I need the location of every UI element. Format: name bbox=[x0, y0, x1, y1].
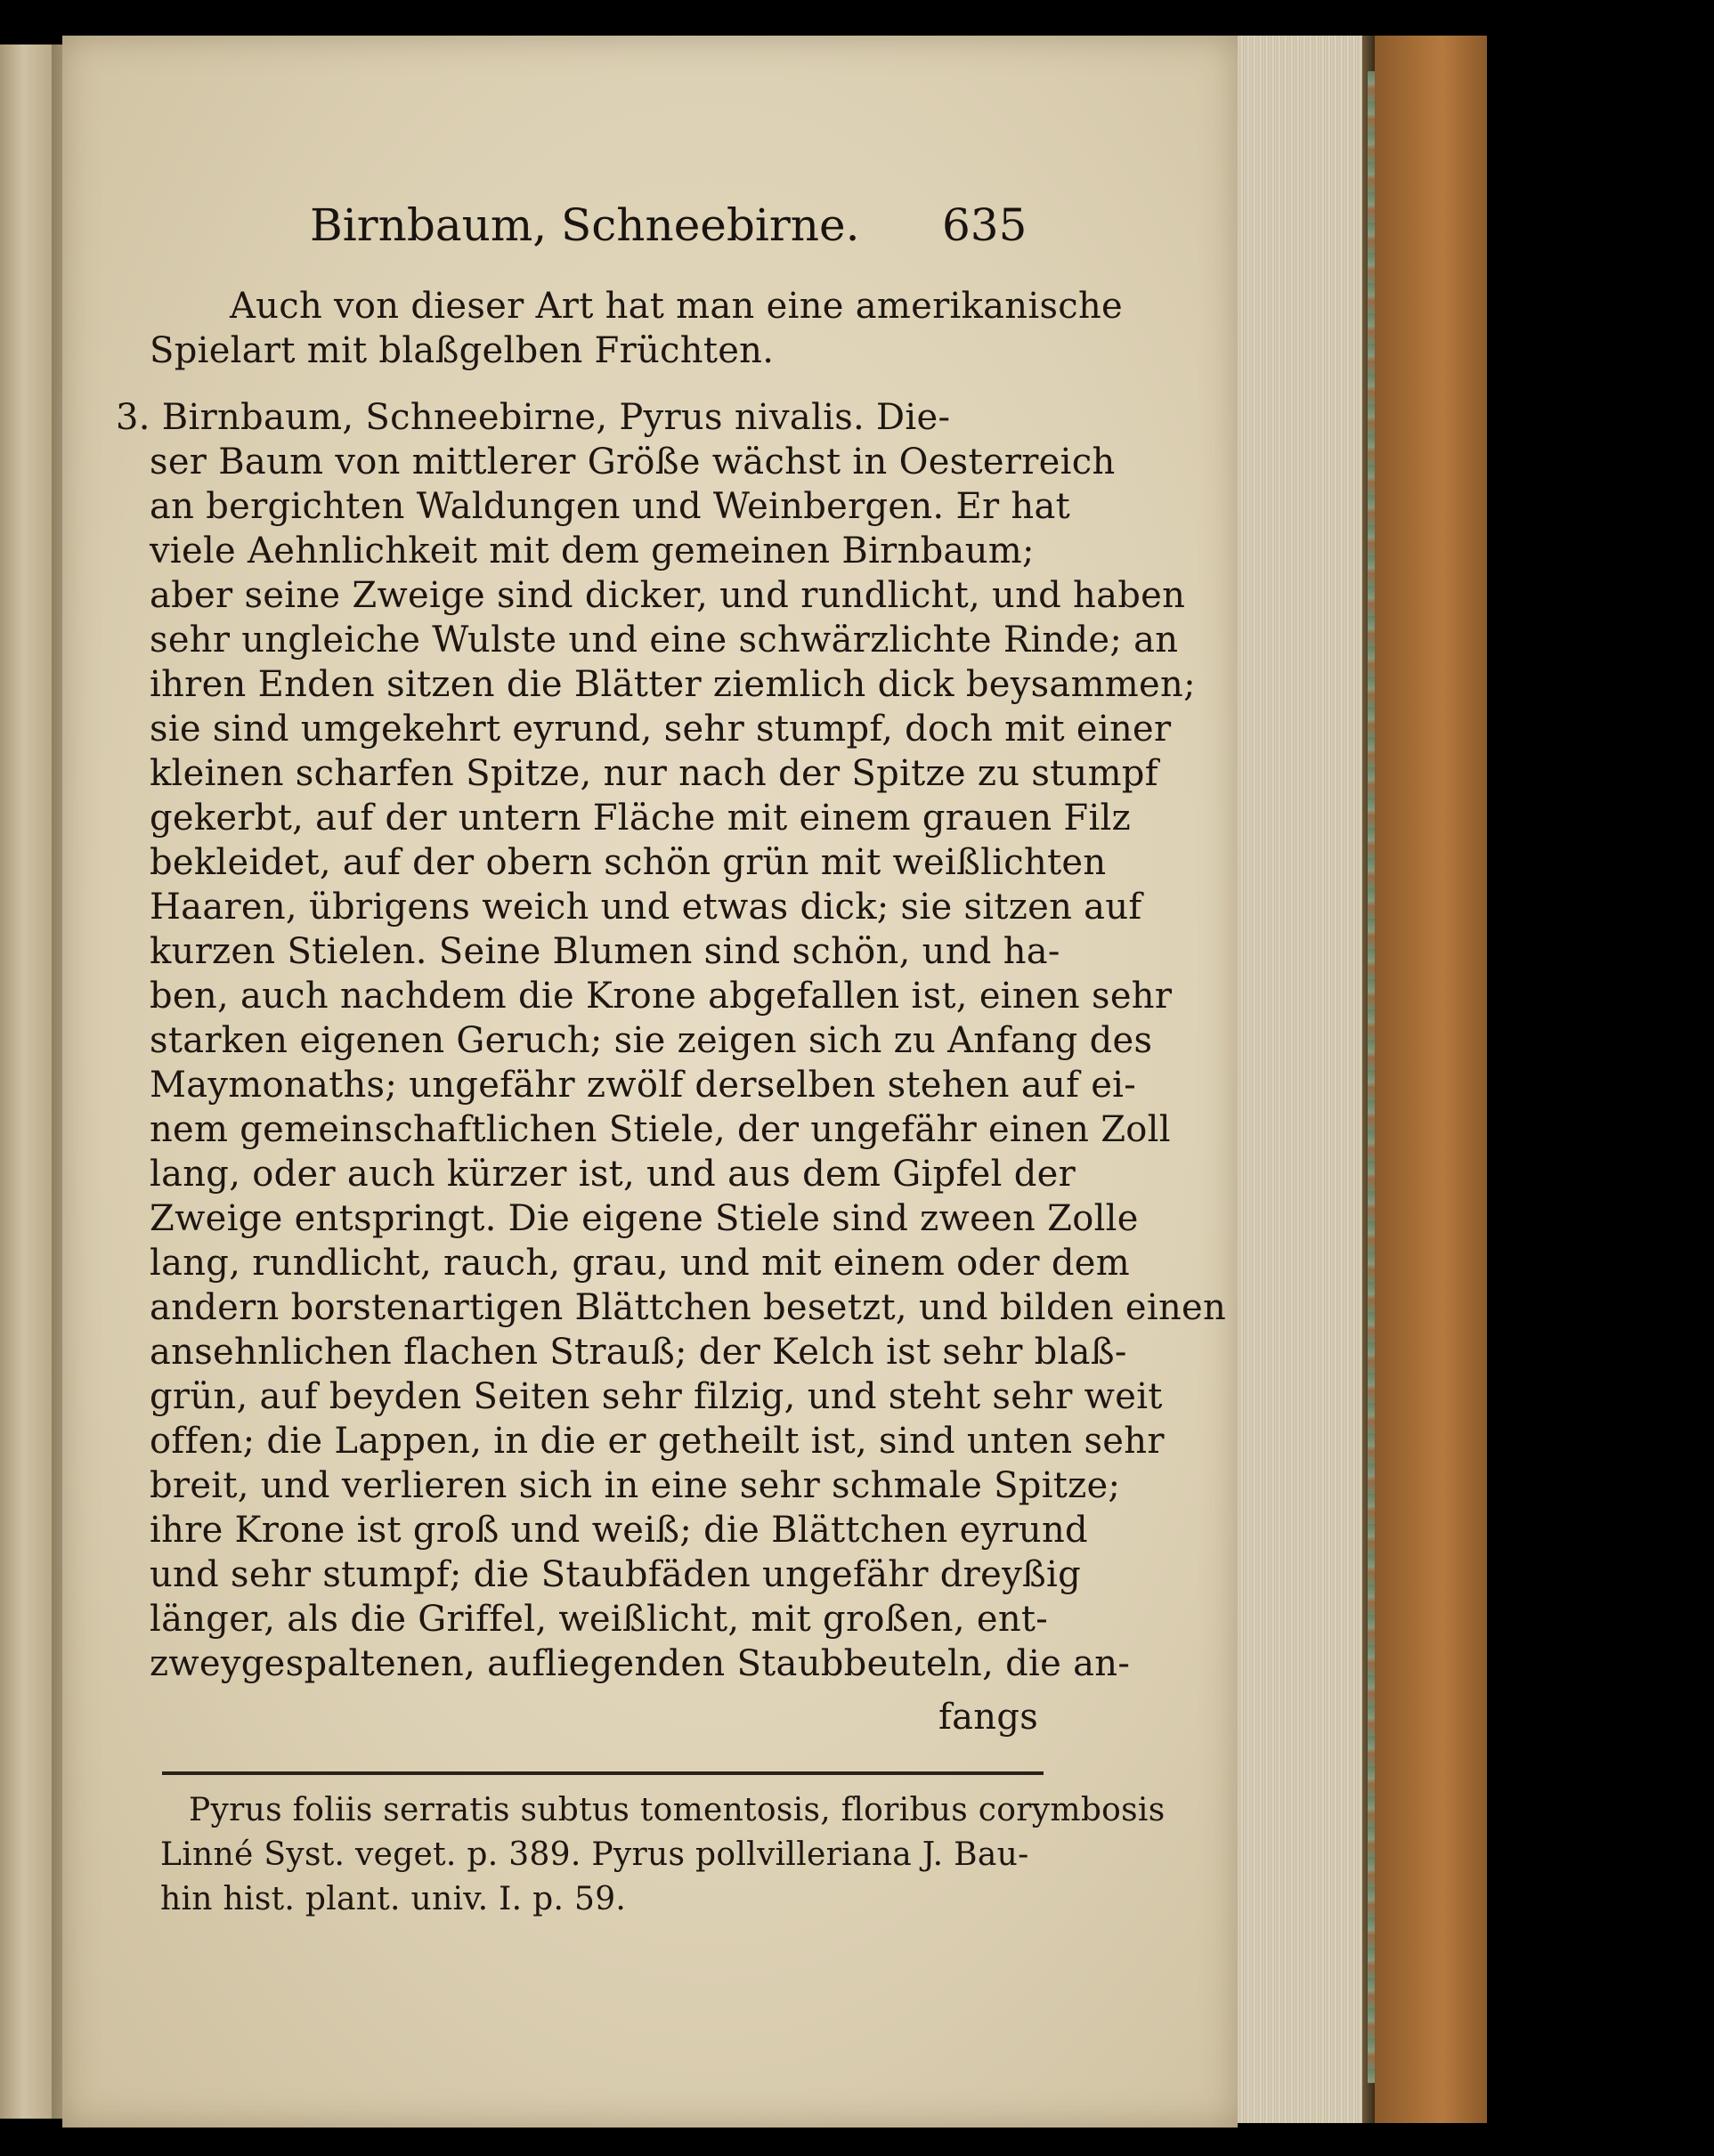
text-line: gekerbt, auf der untern Fläche mit einem grauen Filz bbox=[150, 798, 1132, 839]
text-line: viele Aehnlichkeit mit dem gemeinen Birnbaum; bbox=[150, 531, 1035, 571]
page-stack-edge bbox=[1238, 36, 1362, 2123]
text-line: grün, auf beyden Seiten sehr filzig, und steht sehr weit bbox=[150, 1376, 1163, 1417]
text-line: lang, rundlicht, rauch, grau, und mit einem oder dem bbox=[150, 1243, 1130, 1284]
text-line: bekleidet, auf der obern schön grün mit weißlichten bbox=[150, 842, 1107, 883]
catchword: fangs bbox=[938, 1697, 1039, 1738]
previous-page-edge bbox=[0, 45, 52, 2119]
text-line: Maymonaths; ungefähr zwölf derselben stehen auf ei- bbox=[150, 1065, 1137, 1106]
text-line: starken eigenen Geruch; sie zeigen sich zu Anfang des bbox=[150, 1020, 1153, 1061]
text-line: sie sind umgekehrt eyrund, sehr stumpf, doch mit einer bbox=[150, 709, 1172, 750]
text-line: zweygespaltenen, aufliegenden Staubbeuteln, die an- bbox=[150, 1643, 1131, 1684]
text-line: 3. Birnbaum, Schneebirne, Pyrus nivalis. Die- bbox=[116, 397, 951, 438]
text-line: offen; die Lappen, in die er getheilt ist, sind unten sehr bbox=[150, 1421, 1165, 1462]
text-line: ihre Krone ist groß und weiß; die Blättchen eyrund bbox=[150, 1510, 1088, 1551]
text-line: ihren Enden sitzen die Blätter ziemlich dick beysammen; bbox=[150, 664, 1196, 705]
text-line: an bergichten Waldungen und Weinbergen. Er hat bbox=[150, 486, 1070, 527]
footnote-line: Linné Syst. veget. p. 389. Pyrus pollvilleriana J. Bau- bbox=[160, 1836, 1029, 1873]
text-line: Auch von dieser Art hat man eine amerikanische bbox=[230, 286, 1124, 327]
text-line: länger, als die Griffel, weißlicht, mit großen, ent- bbox=[150, 1599, 1049, 1640]
text-line: Zweige entspringt. Die eigene Stiele sind zween Zolle bbox=[150, 1198, 1139, 1239]
text-line: kleinen scharfen Spitze, nur nach der Spitze zu stumpf bbox=[150, 753, 1158, 794]
text-line: nem gemeinschaftlichen Stiele, der ungefähr einen Zoll bbox=[150, 1109, 1171, 1150]
text-line: andern borstenartigen Blättchen besetzt, und bilden einen bbox=[150, 1287, 1227, 1328]
footnote-line: Pyrus foliis serratis subtus tomentosis, floribus corymbosis bbox=[189, 1792, 1166, 1828]
text-line: Haaren, übrigens weich und etwas dick; sie sitzen auf bbox=[150, 887, 1142, 928]
text-line: ansehnlichen flachen Strauß; der Kelch ist sehr blaß- bbox=[150, 1332, 1127, 1373]
footnote-rule bbox=[162, 1771, 1044, 1775]
text-line: kurzen Stielen. Seine Blumen sind schön, und ha- bbox=[150, 931, 1060, 972]
leather-binding bbox=[1375, 36, 1487, 2123]
text-line: und sehr stumpf; die Staubfäden ungefähr dreyßig bbox=[150, 1554, 1081, 1595]
text-line: breit, und verlieren sich in eine sehr schmale Spitze; bbox=[150, 1465, 1121, 1506]
text-line: aber seine Zweige sind dicker, und rundlicht, und haben bbox=[150, 575, 1186, 616]
text-line: ser Baum von mittlerer Größe wächst in Oesterreich bbox=[150, 442, 1116, 482]
text-line: lang, oder auch kürzer ist, und aus dem Gipfel der bbox=[150, 1154, 1076, 1195]
text-line: Spielart mit blaßgelben Früchten. bbox=[150, 330, 775, 371]
text-line: sehr ungleiche Wulste und eine schwärzlichte Rinde; an bbox=[150, 620, 1179, 661]
footnote-line: hin hist. plant. univ. I. p. 59. bbox=[160, 1881, 627, 1917]
running-head: Birnbaum, Schneebirne. bbox=[310, 199, 860, 251]
text-line: ben, auch nachdem die Krone abgefallen ist, einen sehr bbox=[150, 976, 1173, 1017]
page-number: 635 bbox=[942, 199, 1028, 251]
